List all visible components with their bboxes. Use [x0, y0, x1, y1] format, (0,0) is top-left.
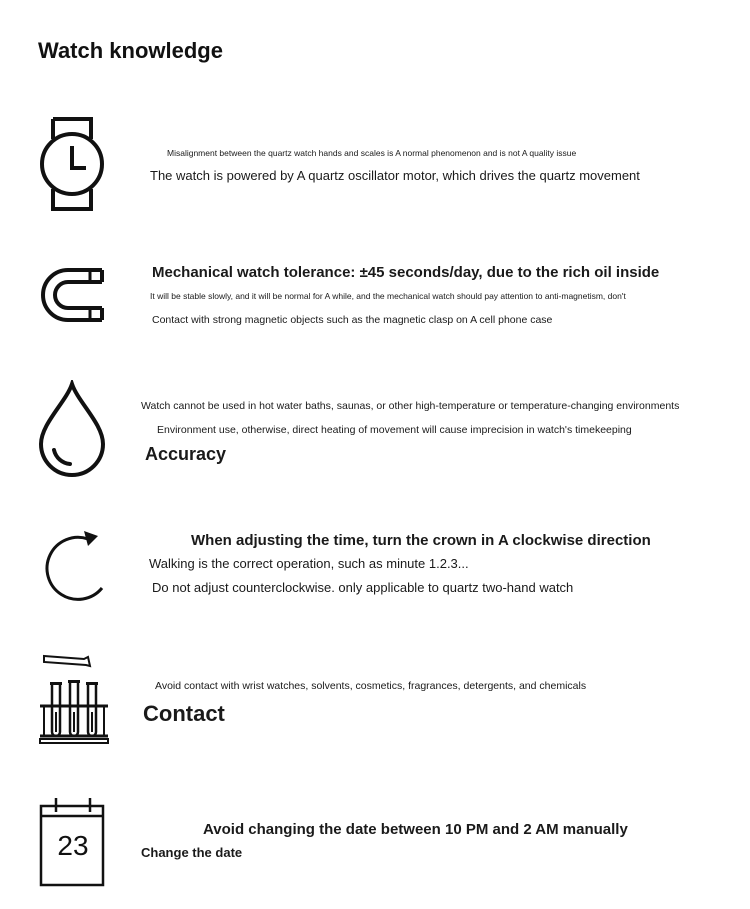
section-1-line-1: Misalignment between the quartz watch hands and scales is A normal phenomenon and is not A quality issue	[167, 148, 577, 158]
water-drop-icon	[36, 380, 108, 478]
section-4-line-2: Walking is the correct operation, such as minute 1.2.3...	[149, 556, 469, 571]
test-tubes-icon	[38, 652, 110, 746]
section-3-line-2: Environment use, otherwise, direct heating of movement will cause imprecision in watch's timekeeping	[157, 424, 632, 436]
section-2-line-3: Contact with strong magnetic objects such as the magnetic clasp on A cell phone case	[152, 314, 553, 326]
page-title: Watch knowledge	[38, 38, 223, 63]
section-6-line-2: Change the date	[141, 845, 243, 860]
section-1-line-2: The watch is powered by A quartz oscillator motor, which drives the quartz movement	[150, 168, 640, 183]
section-2-line-2: It will be stable slowly, and it will be normal for A while, and the mechanical watch should pay attention to anti-magnetism, don't	[150, 291, 626, 301]
section-5-line-1: Avoid contact with wrist watches, solvents, cosmetics, fragrances, detergents, and chemicals	[155, 680, 587, 692]
section-4-line-1: When adjusting the time, turn the crown in A clockwise direction	[191, 532, 651, 549]
calendar-icon	[38, 796, 108, 890]
calendar-day-number: 23	[57, 830, 89, 861]
clockwise-arrow-icon	[38, 526, 110, 604]
wristwatch-icon	[36, 115, 108, 213]
section-4-line-3: Do not adjust counterclockwise. only applicable to quartz two-hand watch	[152, 580, 574, 595]
section-3-line-1: Watch cannot be used in hot water baths, saunas, or other high-temperature or temperature-changing environments	[141, 400, 680, 412]
section-5-line-2: Contact	[143, 701, 225, 726]
section-3-line-3: Accuracy	[145, 444, 227, 464]
section-6-line-1: Avoid changing the date between 10 PM and 2 AM manually	[203, 821, 628, 838]
magnet-icon	[38, 266, 108, 324]
section-2-line-1: Mechanical watch tolerance: ±45 seconds/day, due to the rich oil inside	[152, 264, 660, 281]
